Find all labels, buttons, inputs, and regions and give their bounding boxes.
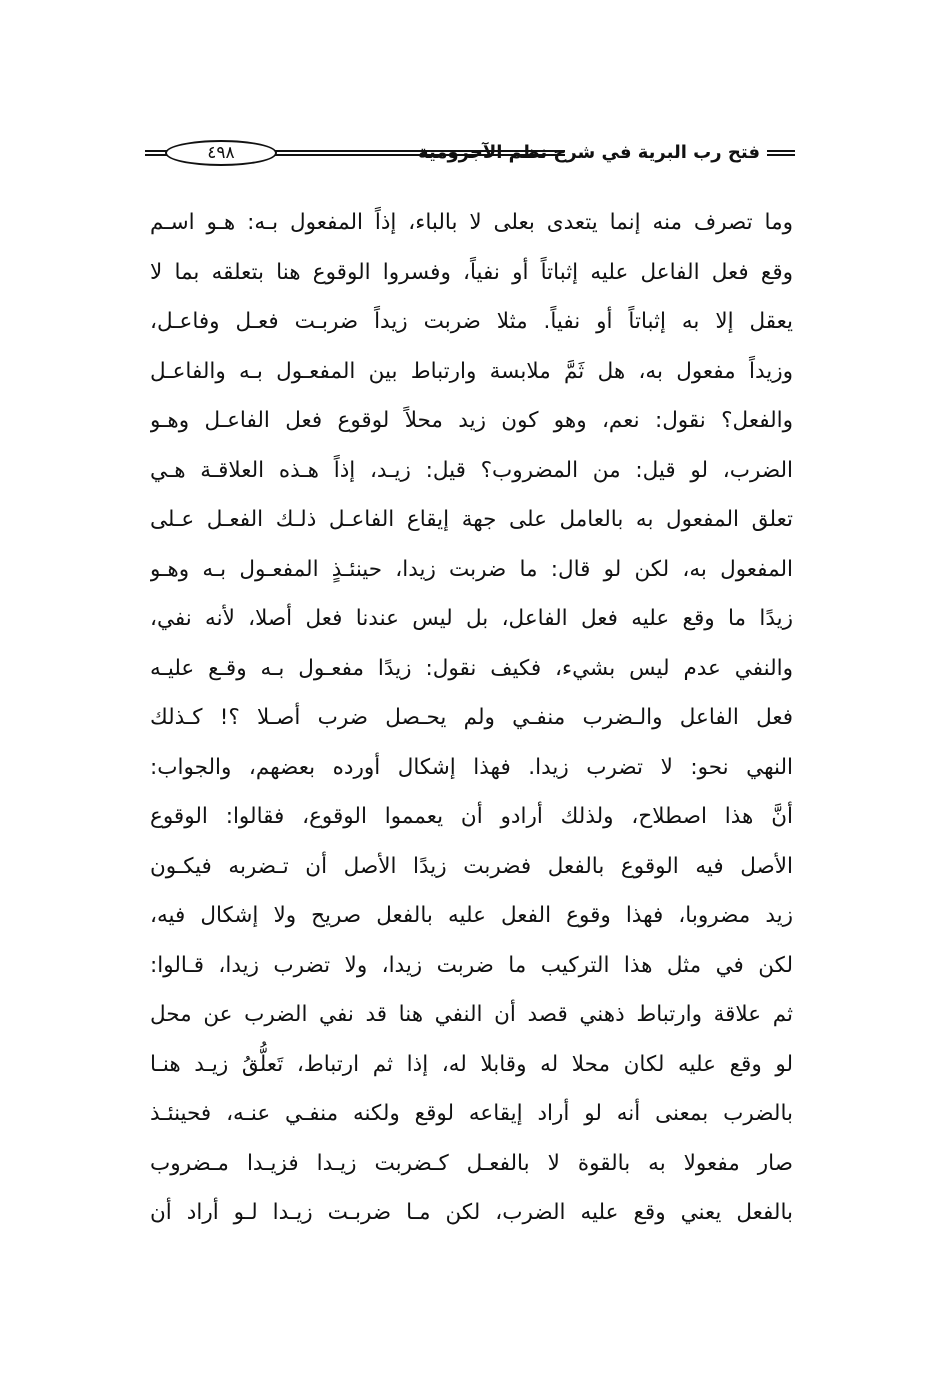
text-line: الضرب، لو قيل: من المضروب؟ قيل: زيـد، إذاً هـذه العلاقـة هـي [150, 457, 793, 483]
text-line: لو وقع عليه لكان محلا له وقابلا له، إذا ثم ارتباط، تَعلُّقُ زيـد هنـا [150, 1051, 793, 1077]
text-line: والنفي عدم ليس بشيء، فكيف نقول: زيدًا مفعـول بـه وقـع عليـه [150, 655, 793, 681]
text-line: والفعل؟ نقول: نعم، وهو كون زيد محلاً لوقوع فعل الفاعـل وهـو [150, 408, 793, 433]
text-line: أنَّ هذا اصطلاح، ولذلك أرادو أن يعمموا الوقوع، فقالوا: الوقوع [150, 804, 793, 829]
text-line: الأصل فيه الوقوع بالفعل فضربت زيدًا الأصل أن تـضربه فيكـون [150, 853, 793, 879]
body-text [150, 198, 793, 1238]
text-line: وما تصرف منه إنما يتعدى بعلى لا بالباء، إذاً المفعول بـه: هـو اسـم [150, 210, 793, 235]
text-line: ثم علاقة وارتباط ذهني قصد أن النفي هنا قد نفي الضرب عن محل [150, 1002, 793, 1027]
text-line: فعل الفاعل والـضرب منفـي ولم يحـصل ضرب أصـلا ؟! كـذلك [150, 705, 793, 730]
text-line: صار مفعولا به بالقوة لا بالفعـل كـضربت زيـدا فزيـدا مـضروب [150, 1150, 793, 1176]
header-rule-right [767, 150, 795, 156]
text-line: النهي نحو: لا تضرب زيدا. فهذا إشكال أورده بعضهم، والجواب: [150, 754, 793, 780]
text-line: بالفعل يعني وقع عليه الضرب، لكن مـا ضربـت زيـدا لـو أراد أن [150, 1200, 793, 1225]
book-title: فتح رب البرية في شرح نظم الآجرومية [418, 142, 760, 163]
running-header [145, 140, 795, 176]
header-rule-middle [275, 150, 565, 156]
header-rule-left [145, 150, 167, 156]
text-line: زيدًا ما وقع عليه فعل الفاعل، بل ليس عندنا فعل أصلا، لأنه نفي، [150, 606, 793, 631]
text-line: وزيداً مفعول به، هل ثَمَّ ملابسة وارتباط بين المفعـول بـه والفاعـل [150, 358, 793, 384]
text-line: بالضرب بمعنى أنه لو أراد إيقاعه لوقع ولكنه منفـي عنـه، فحينئـذ [150, 1101, 793, 1126]
text-line: وقع فعل الفاعل عليه إثباتاً أو نفياً، وفسروا الوقوع هنا بتعلقه بما لا [150, 259, 793, 285]
text-line: يعقل إلا به إثباتاً أو نفياً. مثلا ضربت زيداً ضربـت فعـل وفاعـل، [150, 309, 793, 334]
page-number: ٤٩٨ [165, 140, 277, 166]
text-line: تعلق المفعول به بالعامل على جهة إيقاع الفاعـل ذلـك الفعـل عـلى [150, 507, 793, 532]
text-line: المفعول به، لكن لو قال: ما ضربت زيدا، حينئـذٍ المفعـول بـه وهـو [150, 556, 793, 582]
text-line: زيد مضروبا، فهذا وقوع الفعل عليه بالفعل صريح ولا إشكال فيه، [150, 903, 793, 928]
text-line: لكن في مثل هذا التركيب ما ضربت زيدا، ولا تضرب زيدا، قـالوا: [150, 952, 793, 978]
